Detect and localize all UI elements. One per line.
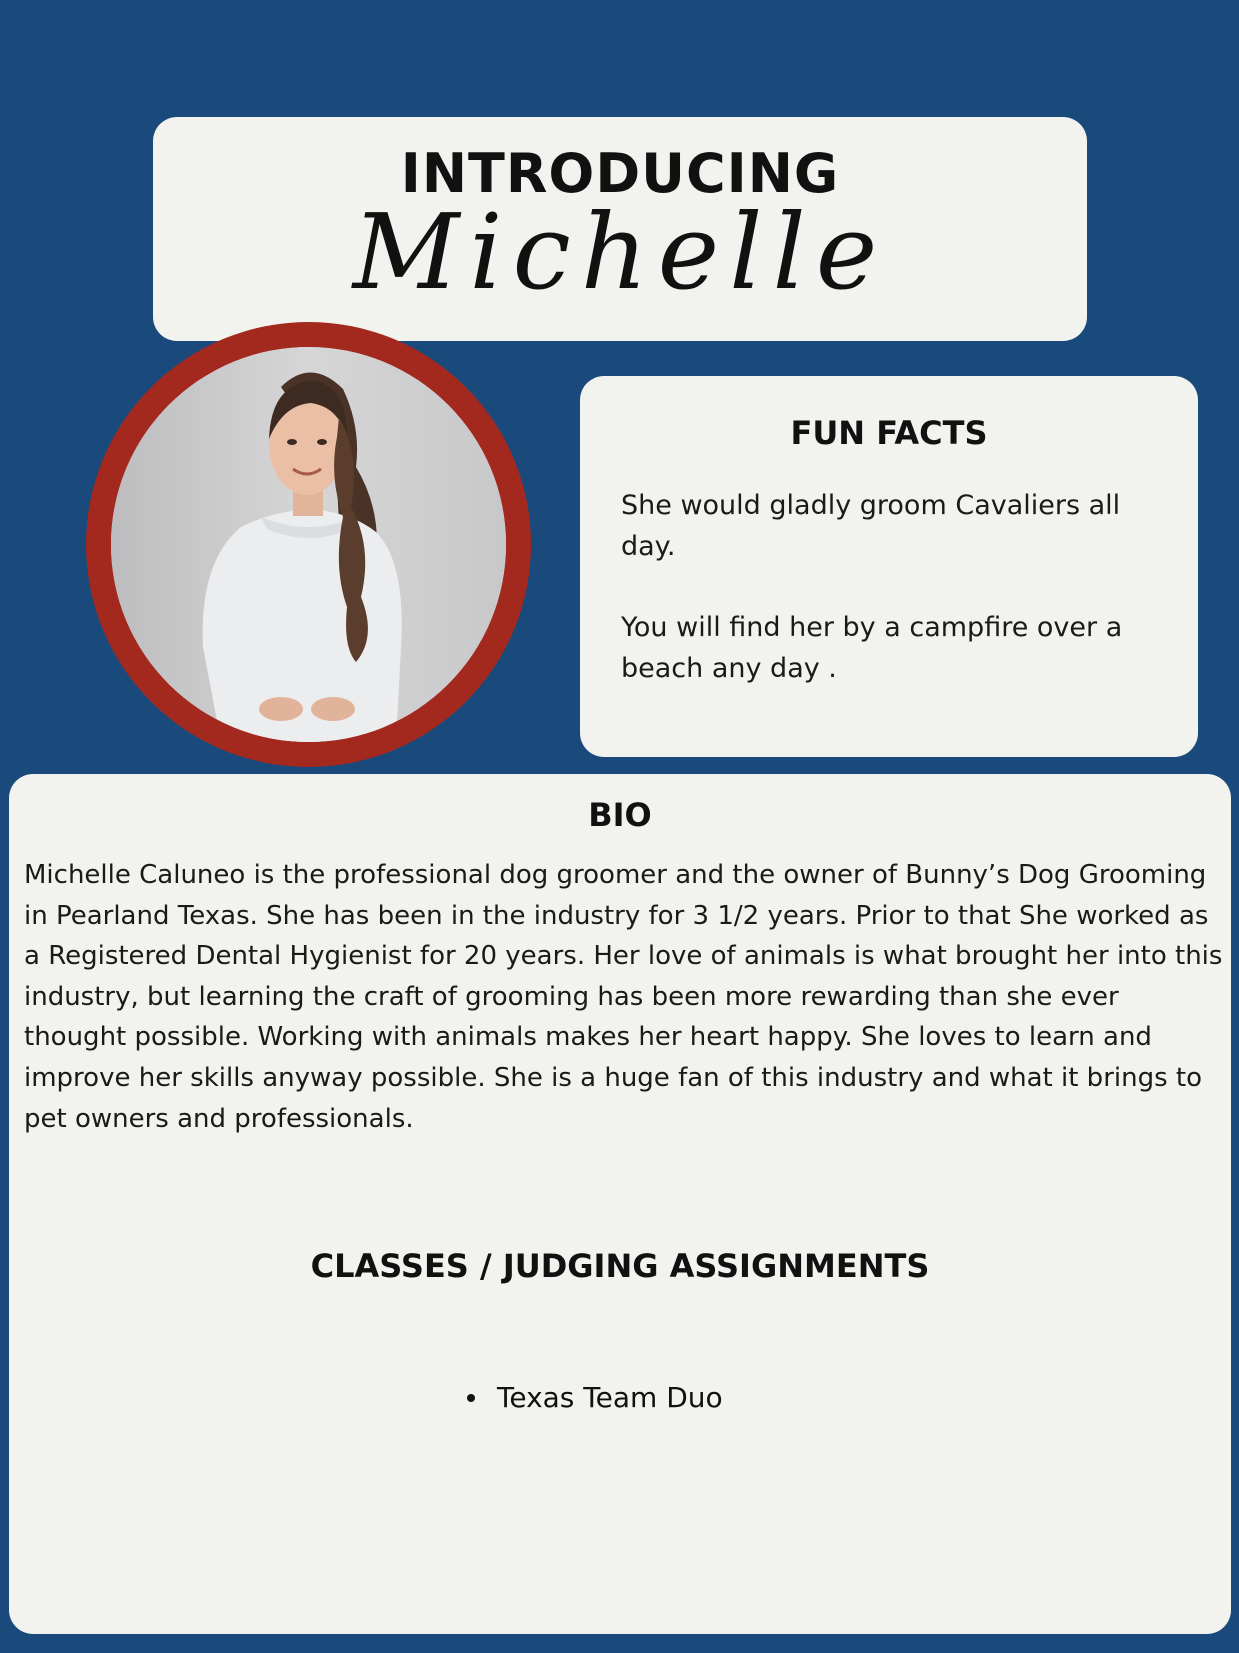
intro-heading: INTRODUCING xyxy=(400,142,840,205)
fun-fact-item: She would gladly groom Cavaliers all day. xyxy=(621,490,1121,562)
class-item-label: Texas Team Duo xyxy=(497,1381,723,1414)
classes-list-item xyxy=(467,1380,723,1416)
bullet-icon xyxy=(467,1394,475,1402)
classes-list xyxy=(467,1380,723,1416)
bio-card xyxy=(9,774,1231,1634)
profile-photo xyxy=(111,347,506,742)
title-card xyxy=(153,117,1087,341)
bio-title: BIO xyxy=(588,796,652,834)
profile-photo-frame xyxy=(86,322,531,767)
name-heading: Michelle xyxy=(352,191,888,313)
person-portrait-image xyxy=(111,347,506,742)
fun-facts-title: FUN FACTS xyxy=(790,414,988,452)
bio-text: Michelle Caluneo is the professional dog groomer and the owner of Bunny’s Dog Grooming in Pearland Texas. She has been in the industry for 3 1/2 years. Prior to that She worked as a Registered Dental Hygienist for 20 years. Her love of animals is what brought her into this industry, but learning the craft of grooming has been more rewarding than she ever thought possible. Working with animals makes her heart happy. She loves to learn and improve her skills anyway possible. She is a huge fan of this industry and what it brings to pet owners and professionals. xyxy=(24,860,1223,1134)
classes-title: CLASSES / JUDGING ASSIGNMENTS xyxy=(310,1247,930,1285)
fun-fact-item: You will find her by a campfire over a beach any day . xyxy=(621,612,1123,684)
